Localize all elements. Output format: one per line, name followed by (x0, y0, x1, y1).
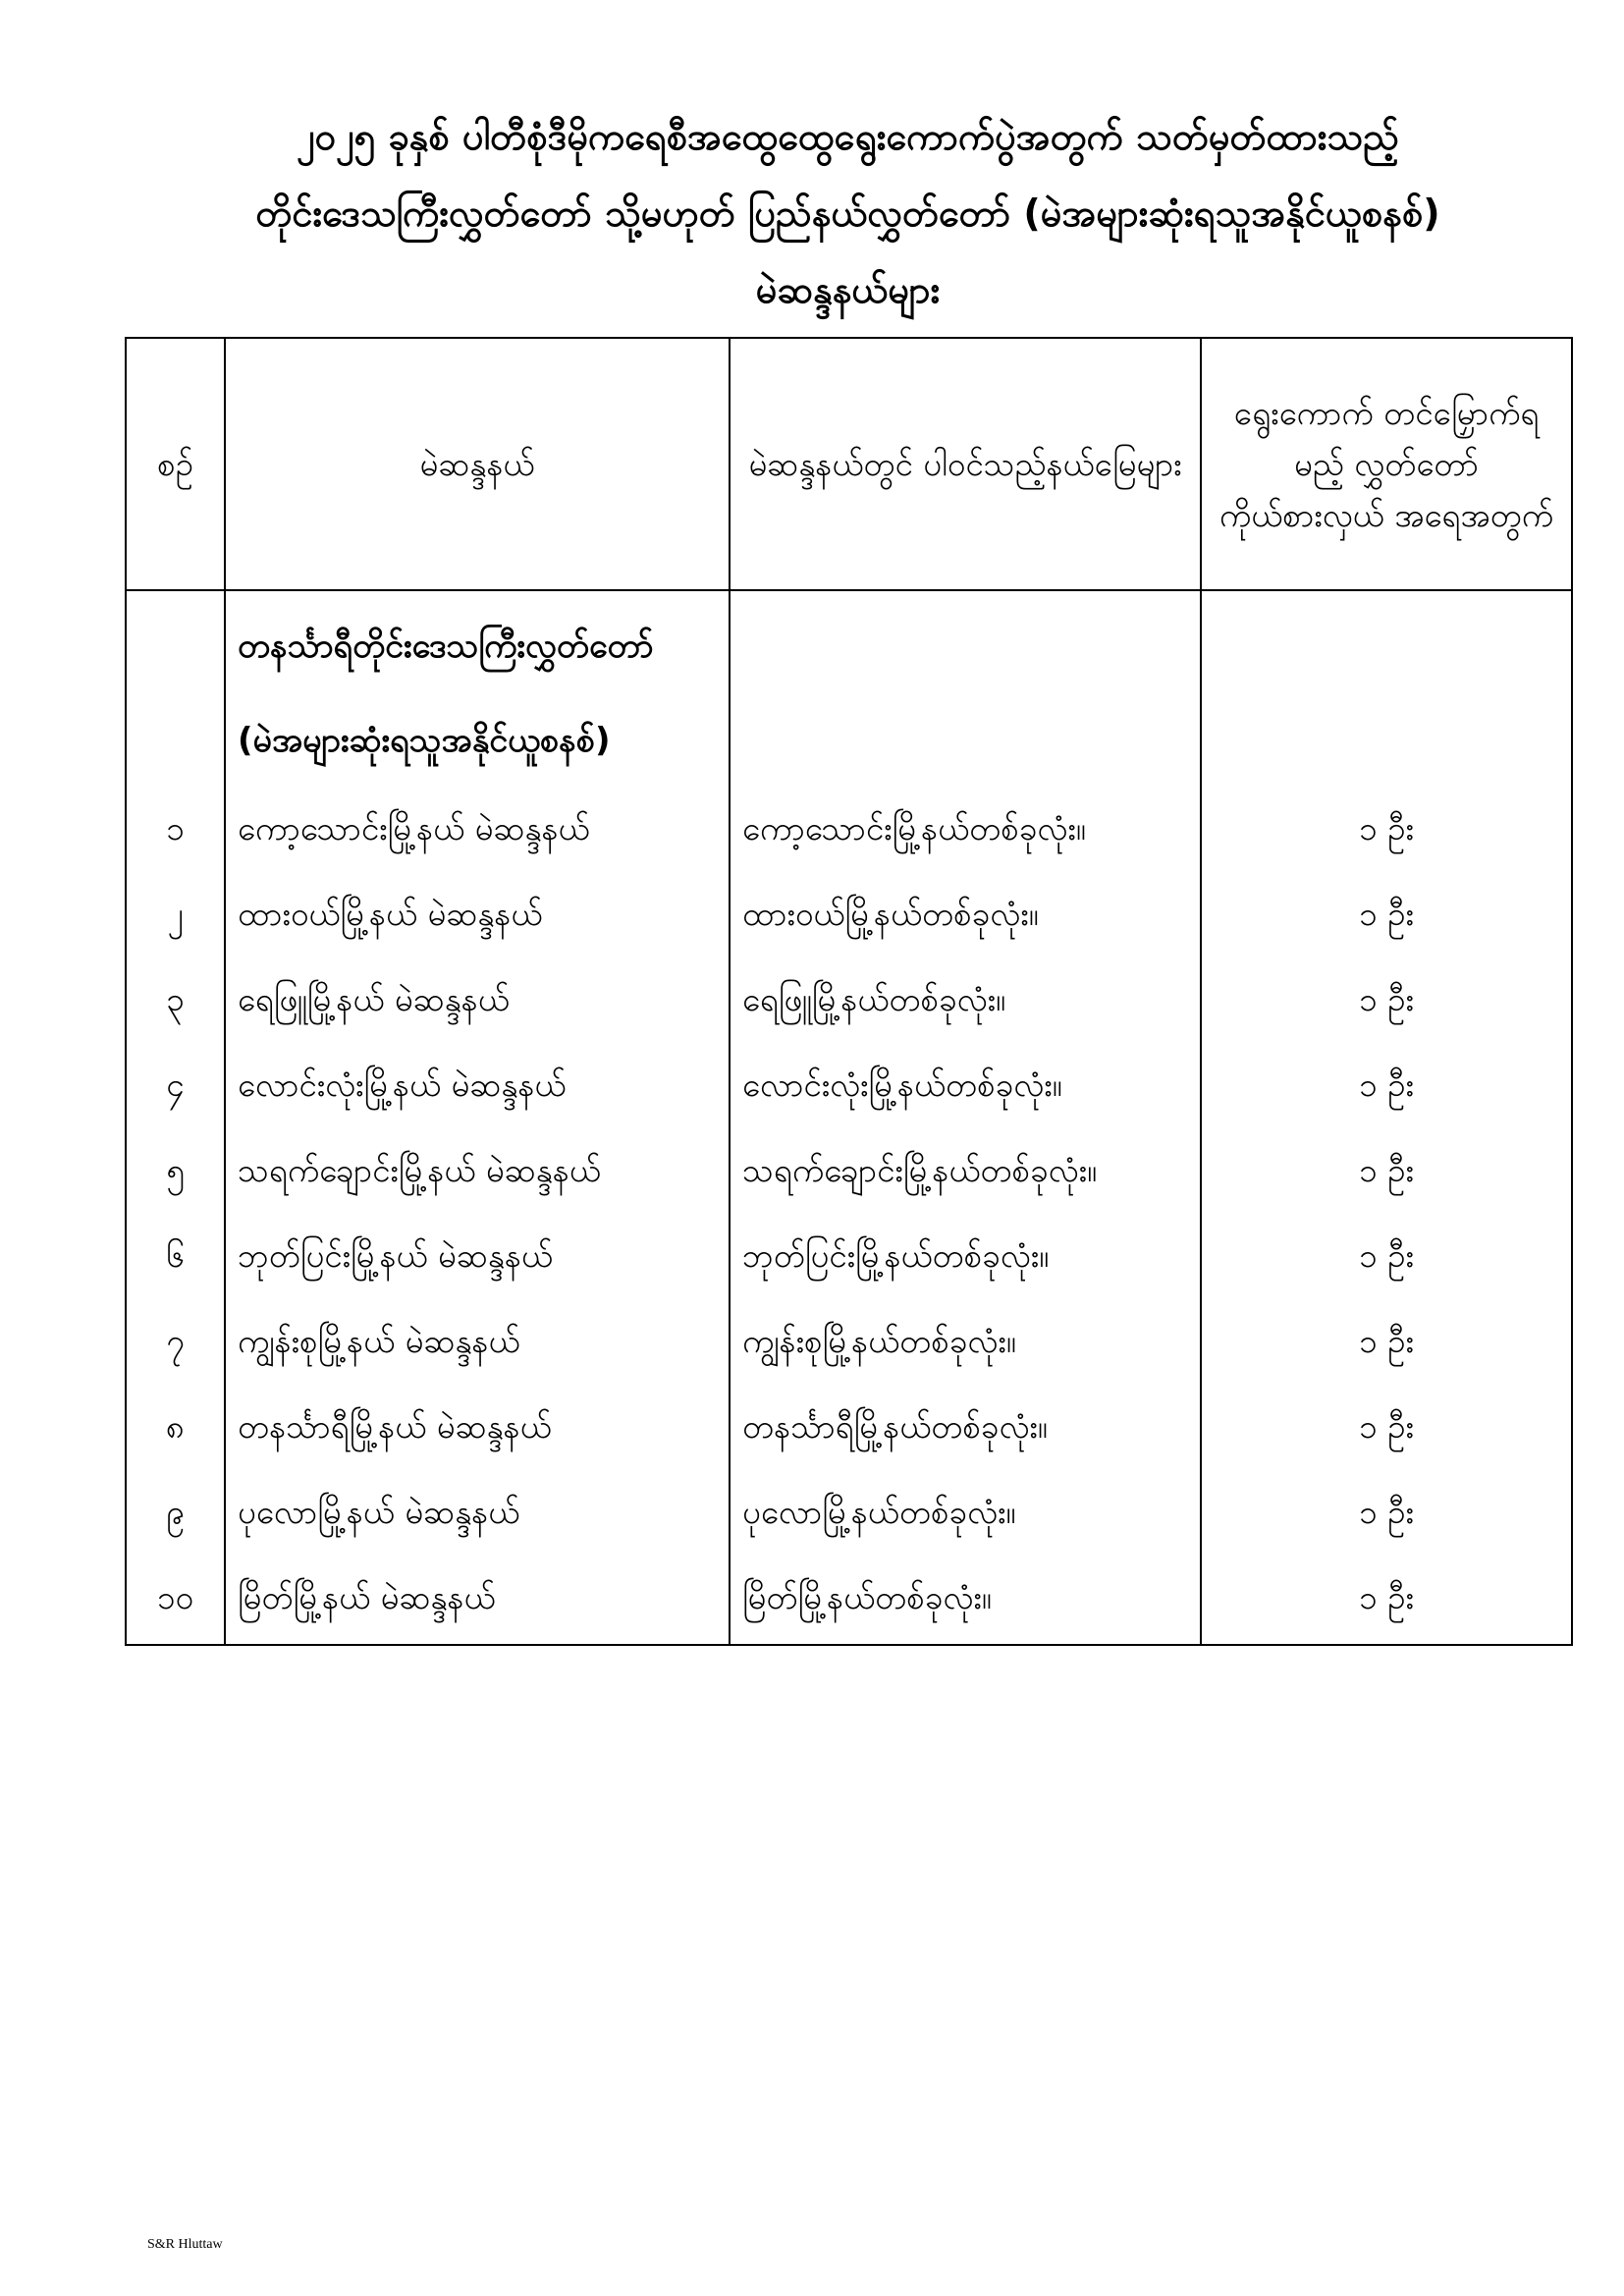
table-row (126, 1046, 1572, 1131)
row-number: ၃ (126, 960, 225, 1046)
row-area: လောင်းလုံးမြို့နယ်တစ်ခုလုံး။ (730, 1046, 1201, 1131)
row-number: ၇ (126, 1302, 225, 1388)
row-constituency: ထားဝယ်မြို့နယ် မဲဆန္ဒနယ် (225, 875, 730, 960)
row-constituency: မြိတ်မြို့နယ် မဲဆန္ဒနယ် (225, 1558, 730, 1645)
row-area: ကော့သောင်းမြို့နယ်တစ်ခုလုံး။ (730, 790, 1201, 875)
table-row (126, 1131, 1572, 1217)
region-system-row (126, 695, 1572, 790)
row-representative-count: ၁ ဦး (1201, 1473, 1572, 1558)
row-representative-count: ၁ ဦး (1201, 1046, 1572, 1131)
region-system: (မဲအများဆုံးရသူအနိုင်ယူစနစ်) (225, 695, 730, 790)
row-number: ၁၀ (126, 1558, 225, 1645)
row-constituency: ဘုတ်ပြင်းမြို့နယ် မဲဆန္ဒနယ် (225, 1217, 730, 1302)
row-constituency: သရက်ချောင်းမြို့နယ် မဲဆန္ဒနယ် (225, 1131, 730, 1217)
title-line-3: မဲဆန္ဒနယ်များ (755, 268, 941, 311)
table-row (126, 790, 1572, 875)
header-no: စဉ် (126, 338, 225, 590)
table-row (126, 1388, 1572, 1473)
table-header-row (126, 338, 1572, 590)
row-representative-count: ၁ ဦး (1201, 790, 1572, 875)
row-area: တနင်္သာရီမြို့နယ်တစ်ခုလုံး။ (730, 1388, 1201, 1473)
row-area: ပုလောမြို့နယ်တစ်ခုလုံး။ (730, 1473, 1201, 1558)
row-representative-count: ၁ ဦး (1201, 1217, 1572, 1302)
row-number: ၉ (126, 1473, 225, 1558)
row-constituency: လောင်းလုံးမြို့နယ် မဲဆန္ဒနယ် (225, 1046, 730, 1131)
row-constituency: ရေဖြူမြို့နယ် မဲဆန္ဒနယ် (225, 960, 730, 1046)
row-representative-count: ၁ ဦး (1201, 1131, 1572, 1217)
document-title (125, 98, 1571, 328)
title-line-1: ၂၀၂၅ ခုနှစ် ပါတီစုံဒီမိုကရေစီအထွေထွေရွေးကောက်ပွဲအတွက် သတ်မှတ်ထားသည့် (296, 115, 1400, 158)
header-area: မဲဆန္ဒနယ်တွင် ပါဝင်သည့်နယ်မြေများ (730, 338, 1201, 590)
row-area: မြိတ်မြို့နယ်တစ်ခုလုံး။ (730, 1558, 1201, 1645)
row-representative-count: ၁ ဦး (1201, 1558, 1572, 1645)
row-area: သရက်ချောင်းမြို့နယ်တစ်ခုလုံး။ (730, 1131, 1201, 1217)
header-constituency: မဲဆန္ဒနယ် (225, 338, 730, 590)
table-row (126, 1217, 1572, 1302)
row-constituency: တနင်္သာရီမြို့နယ် မဲဆန္ဒနယ် (225, 1388, 730, 1473)
table-row (126, 1473, 1572, 1558)
row-representative-count: ၁ ဦး (1201, 1302, 1572, 1388)
title-line-2: တိုင်းဒေသကြီးလွှတ်တော် သို့မဟုတ် ပြည်နယ်လွှတ်တော် (မဲအများဆုံးရသူအနိုင်ယူစနစ်) (255, 191, 1440, 235)
table-row (126, 1302, 1572, 1388)
constituency-table (125, 337, 1573, 1646)
table-row (126, 875, 1572, 960)
row-number: ၈ (126, 1388, 225, 1473)
row-representative-count: ၁ ဦး (1201, 1388, 1572, 1473)
row-representative-count: ၁ ဦး (1201, 960, 1572, 1046)
footer-text: S&R Hluttaw (147, 2237, 223, 2252)
row-area: ရေဖြူမြို့နယ်တစ်ခုလုံး။ (730, 960, 1201, 1046)
row-number: ၁ (126, 790, 225, 875)
region-row (126, 590, 1572, 695)
row-constituency: ပုလောမြို့နယ် မဲဆန္ဒနယ် (225, 1473, 730, 1558)
row-number: ၅ (126, 1131, 225, 1217)
region-name: တနင်္သာရီတိုင်းဒေသကြီးလွှတ်တော် (225, 590, 730, 695)
row-area: ဘုတ်ပြင်းမြို့နယ်တစ်ခုလုံး။ (730, 1217, 1201, 1302)
row-number: ၂ (126, 875, 225, 960)
header-representatives: ရွေးကောက် တင်မြှောက်ရမည့် လွှတ်တော်ကိုယ်စားလှယ် အရေအတွက် (1201, 338, 1572, 590)
row-area: ကျွန်းစုမြို့နယ်တစ်ခုလုံး။ (730, 1302, 1201, 1388)
row-representative-count: ၁ ဦး (1201, 875, 1572, 960)
table-row (126, 1558, 1572, 1645)
table-row (126, 960, 1572, 1046)
row-number: ၄ (126, 1046, 225, 1131)
row-number: ၆ (126, 1217, 225, 1302)
row-area: ထားဝယ်မြို့နယ်တစ်ခုလုံး။ (730, 875, 1201, 960)
row-constituency: ကျွန်းစုမြို့နယ် မဲဆန္ဒနယ် (225, 1302, 730, 1388)
row-constituency: ကော့သောင်းမြို့နယ် မဲဆန္ဒနယ် (225, 790, 730, 875)
